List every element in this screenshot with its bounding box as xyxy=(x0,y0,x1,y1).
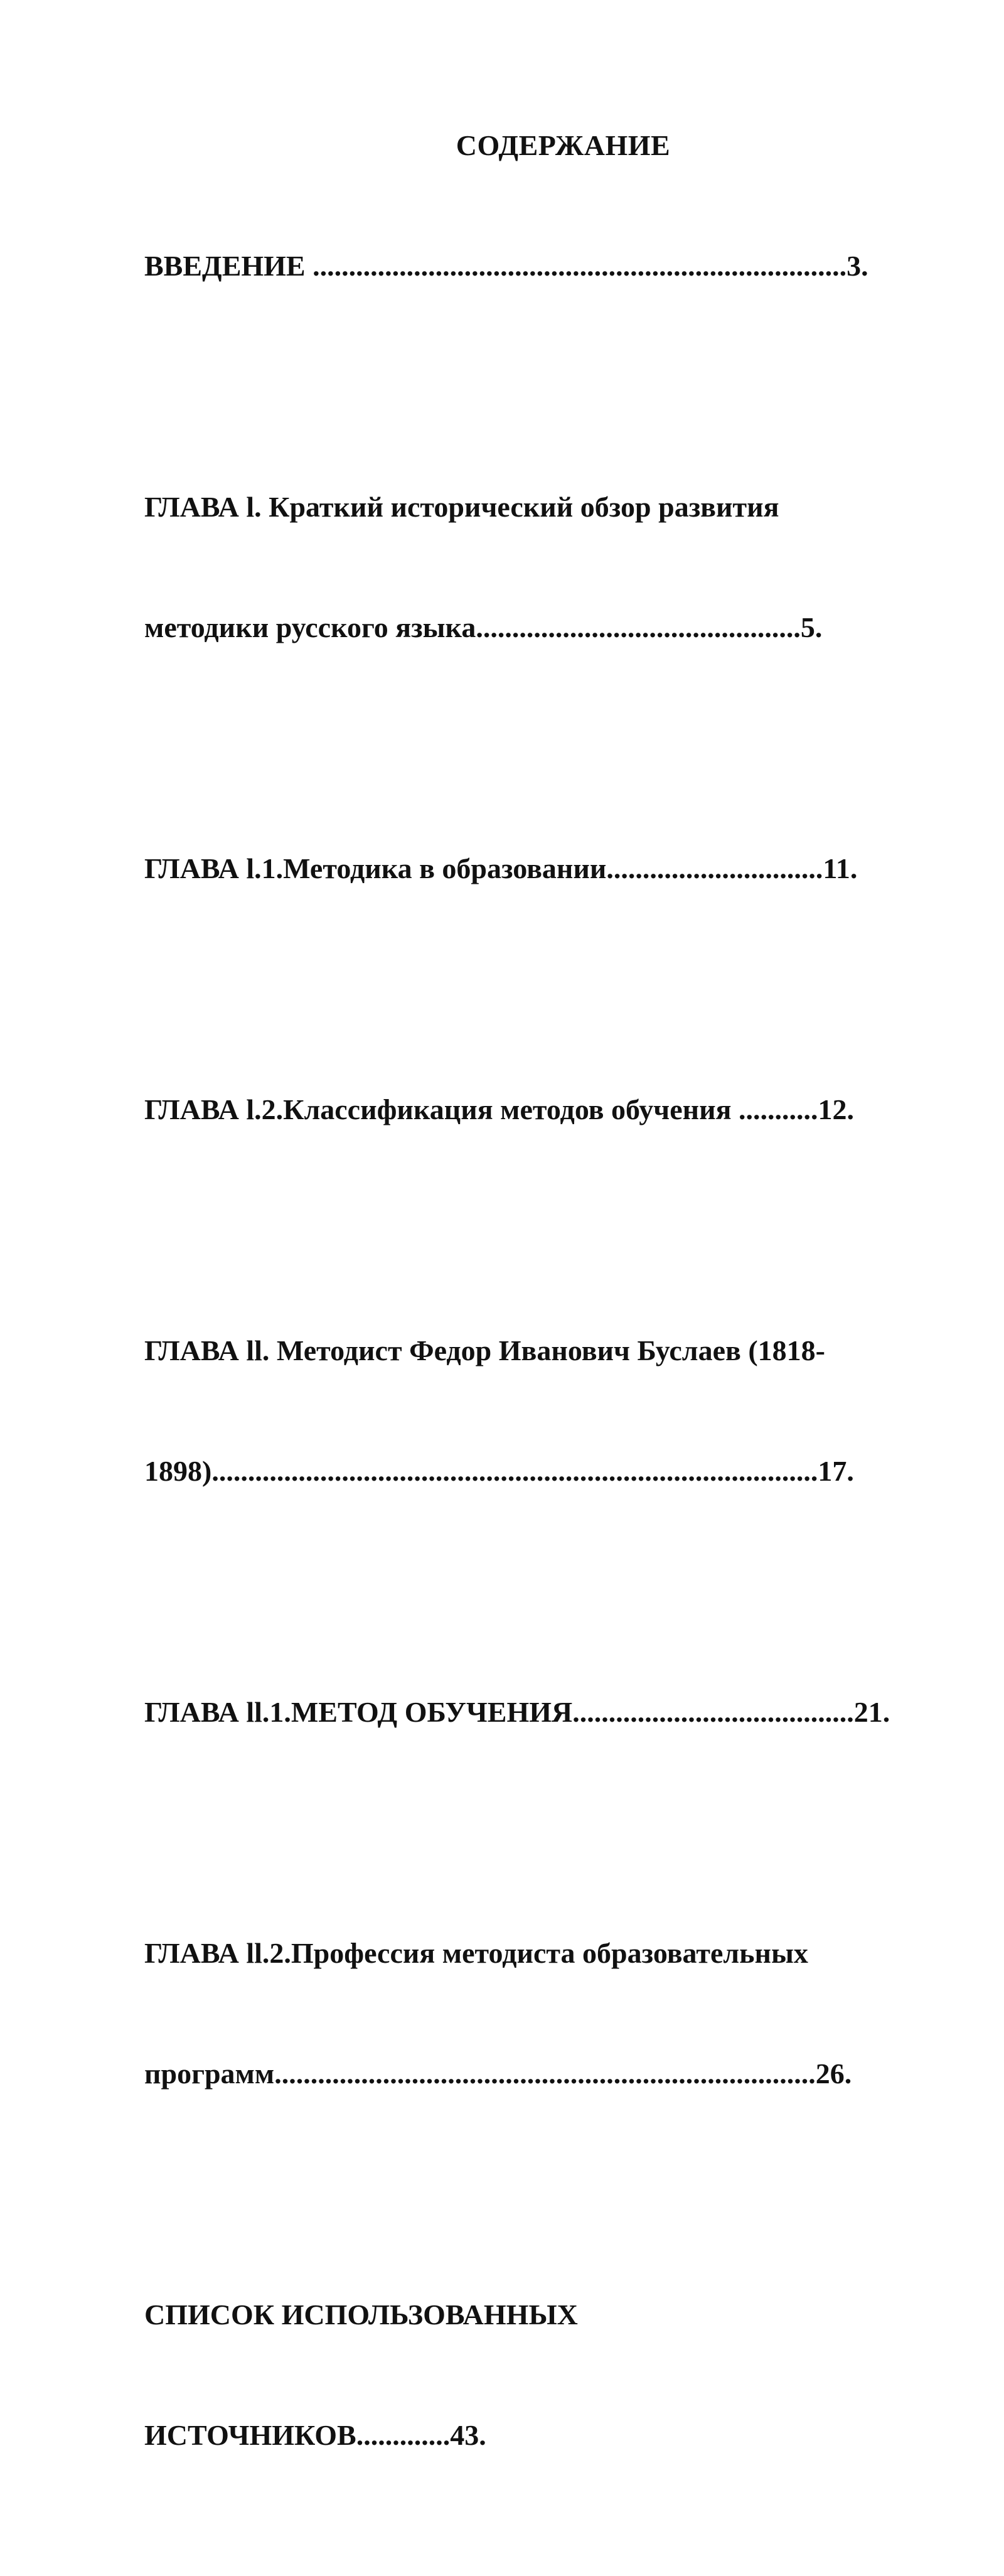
toc-entry-line: ИСТОЧНИКОВ.............43. xyxy=(144,2419,486,2451)
toc-entry-chapter-2-1 xyxy=(144,1612,960,1813)
toc-entry-line: методики русского языка.............................................5. xyxy=(144,611,823,643)
toc-entry-line: ГЛАВА ll.2.Профессия методиста образовательных xyxy=(144,1937,808,1969)
table-of-contents xyxy=(144,166,960,2576)
toc-entry-line: ГЛАВА ll.1.МЕТОД ОБУЧЕНИЯ.......................................21. xyxy=(144,1696,890,1728)
toc-entry-introduction xyxy=(144,166,960,367)
toc-entry-chapter-2-2 xyxy=(144,1853,960,2174)
toc-entry-line: ГЛАВА l.2.Классификация методов обучения ...........12. xyxy=(144,1093,855,1125)
toc-entry-chapter-2 xyxy=(144,1250,960,1572)
toc-entry-line: 1898)....................................................................................17. xyxy=(144,1455,854,1487)
toc-entry-references xyxy=(144,2214,960,2536)
toc-entry-line: СПИСОК ИСПОЛЬЗОВАННЫХ xyxy=(144,2299,578,2331)
toc-entry-line: ГЛАВА l. Краткий исторический обзор развития xyxy=(144,491,779,523)
toc-entry-line: ГЛАВА l.1.Методика в образовании..............................11. xyxy=(144,852,858,884)
toc-entry-line: ВВЕДЕНИЕ ..........................................................................3. xyxy=(144,250,868,282)
toc-entry-chapter-1-1 xyxy=(144,768,960,969)
toc-title: СОДЕРЖАНИЕ xyxy=(456,129,671,161)
toc-entry-line: ГЛАВА ll. Методист Федор Иванович Буслаев (1818- xyxy=(144,1334,825,1366)
toc-entry-line: программ...........................................................................26. xyxy=(144,2058,852,2090)
toc-entry-chapter-1-2 xyxy=(144,1009,960,1210)
toc-entry-chapter-1 xyxy=(144,407,960,728)
